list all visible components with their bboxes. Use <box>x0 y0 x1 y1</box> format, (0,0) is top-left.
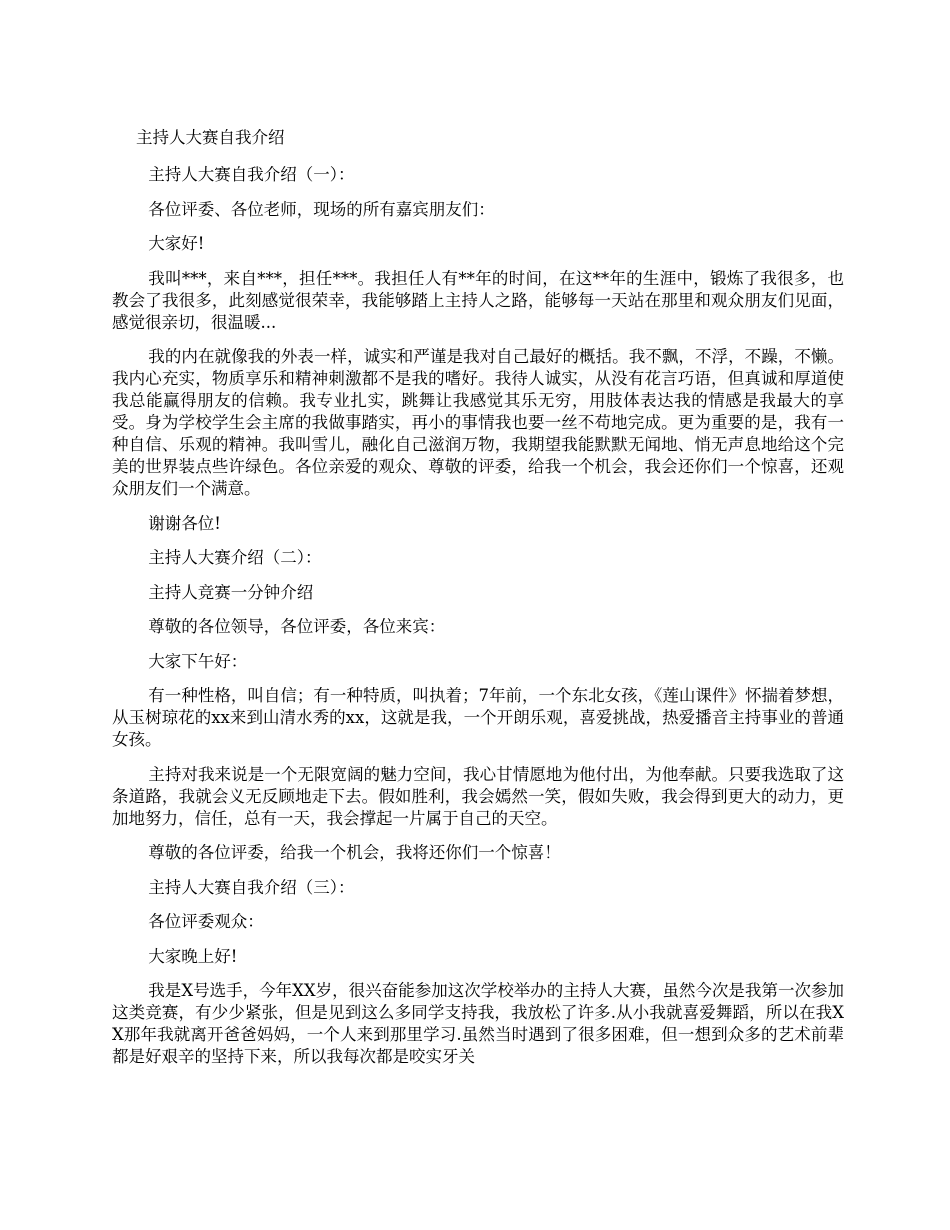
section-heading: 主持人大赛自我介绍（一）： <box>148 165 355 184</box>
closing-line: 谢谢各位! <box>148 513 221 533</box>
document-title: 主持人大赛自我介绍 <box>136 128 285 147</box>
greeting: 大家晚上好! <box>148 946 238 966</box>
section-heading: 主持人大赛介绍（二）： <box>148 548 322 567</box>
body-paragraph: 有一种性格，叫自信；有一种特质，叫执着；7年前，一个东北女孩，《莲山课件》怀揣着梦想，从玉树琼花的xx来到山清水秀的xx，这就是我，一个开朗乐观，喜爱挑战，热爱播音主持事业的普通女孩。 <box>112 686 844 749</box>
salutation: 各位评委、各位老师，现场的所有嘉宾朋友们： <box>148 199 495 219</box>
document-body <box>112 164 844 1081</box>
greeting: 大家好! <box>148 234 205 253</box>
salutation: 各位评委观众： <box>148 912 264 931</box>
closing-line: 尊敬的各位评委，给我一个机会，我将还你们一个惊喜！ <box>148 843 561 862</box>
salutation: 尊敬的各位领导，各位评委，各位来宾： <box>148 617 446 636</box>
section-subheading: 主持人竞赛一分钟介绍 <box>148 582 314 602</box>
body-paragraph: 我的内在就像我的外表一样，诚实和严谨是我对自己最好的概括。我不飘，不浮，不躁，不懒。我内心充实，物质享乐和精神刺激都不是我的嗜好。我待人诚实，从没有花言巧语，但真诚和厚道使我总能赢得朋友的信赖。我专业扎实，跳舞让我感觉其乐无穷，用肢体表达我的情感是我最大的享受。身为学校学生会主席的我做事踏实，再小的事情我也要一丝不苟地完成。更为重要的是，我有一种自信、乐观的精神。我叫雪儿，融化自己滋润万物，我期望我能默默无闻地、悄无声息地给这个完美的世界装点些许绿色。各位亲爱的观众、尊敬的评委，给我一个机会，我会还你们一个惊喜，还观众朋友们一个满意。 <box>112 347 844 498</box>
section-heading: 主持人大赛自我介绍（三）： <box>148 877 355 897</box>
greeting: 大家下午好： <box>148 651 248 671</box>
body-paragraph: 主持对我来说是一个无限宽阔的魅力空间，我心甘情愿地为他付出，为他奉献。只要我选取了这条道路，我就会义无反顾地走下去。假如胜利，我会嫣然一笑，假如失败，我会得到更大的动力，更加地努力，信任，总有一天，我会撑起一片属于自己的天空。 <box>112 764 844 828</box>
body-paragraph: 我是X号选手，今年XX岁，很兴奋能参加这次学校举办的主持人大赛，虽然今次是我第一次参加这类竞赛，有少少紧张，但是见到这么多同学支持我，我放松了许多.从小我就喜爱舞蹈，所以在我XX那年我就离开爸爸妈妈，一个人来到那里学习.虽然当时遇到了很多困难，但一想到众多的艺术前辈都是好艰辛的坚持下来，所以我每次都是咬实牙关 <box>112 981 844 1066</box>
body-paragraph: 我叫***，来自***，担任***。我担任人有**年的时间，在这**年的生涯中，锻炼了我很多，也教会了我很多，此刻感觉很荣幸，我能够踏上主持人之路，能够每一天站在那里和观众朋友们见面，感觉很亲切，很温暖... <box>112 268 844 332</box>
